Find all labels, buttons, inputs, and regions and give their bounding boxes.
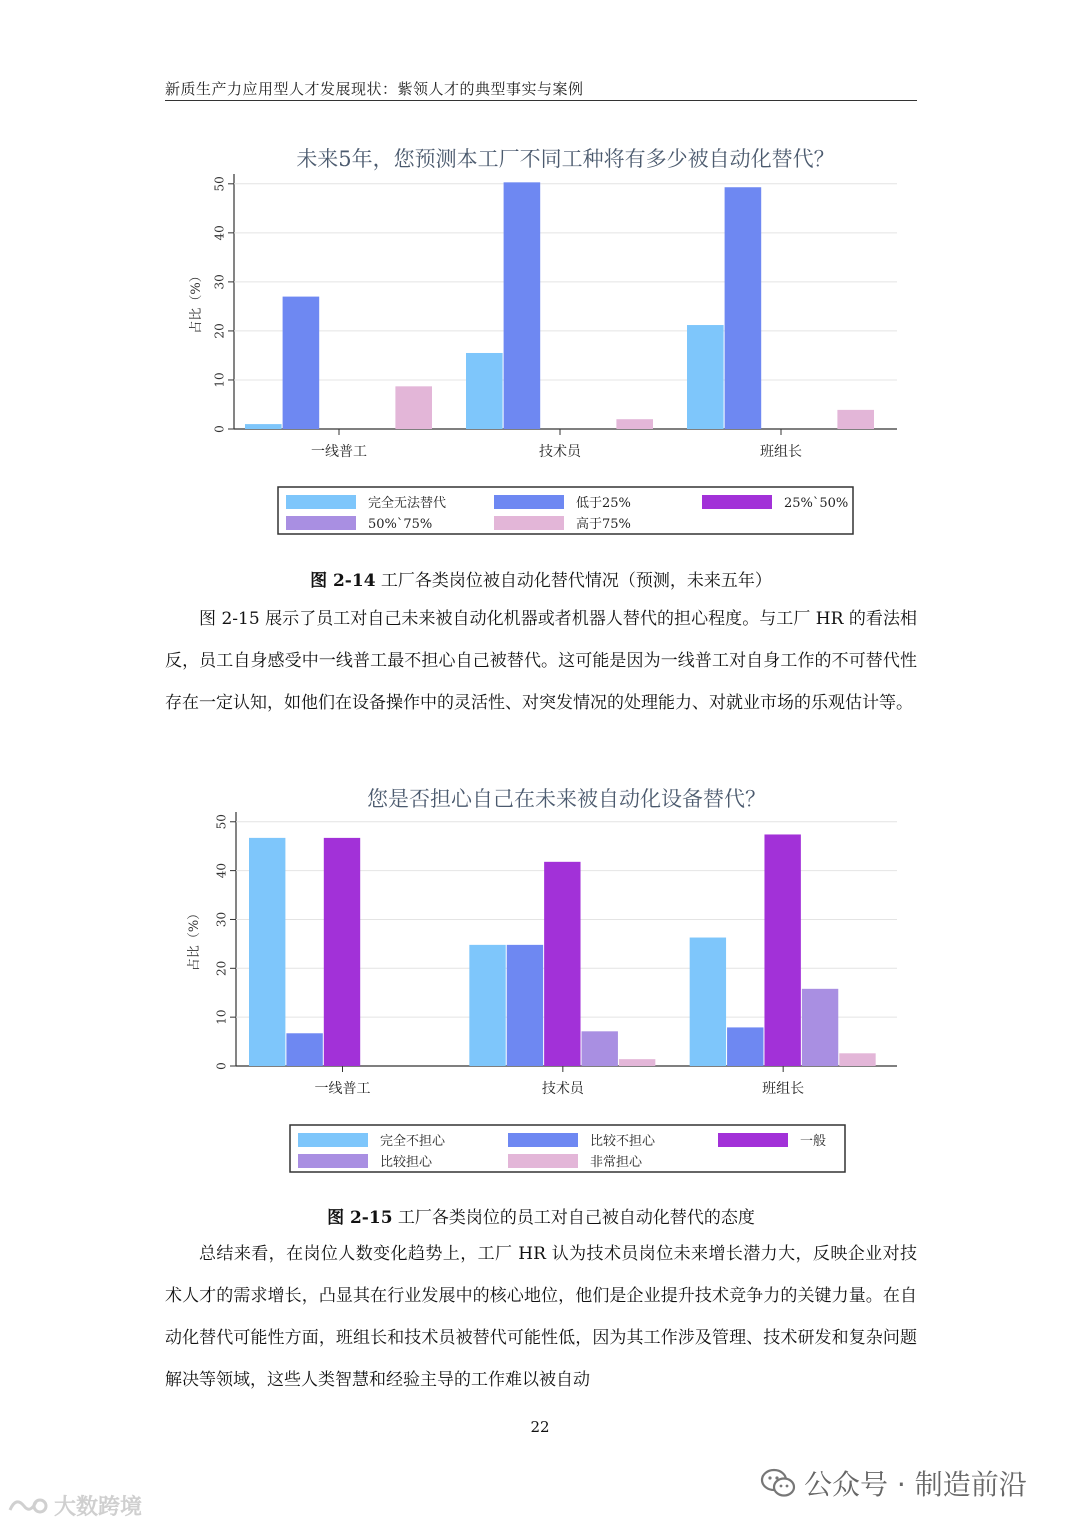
y-tick-label: 10 <box>212 372 227 388</box>
legend-label: 比较不担心 <box>590 1134 656 1149</box>
bar <box>616 419 653 429</box>
y-axis-label: 占比（%） <box>187 906 202 972</box>
bar <box>687 325 724 429</box>
y-tick-label: 50 <box>212 176 227 192</box>
bar <box>837 410 874 429</box>
bar <box>395 386 432 429</box>
paragraph-1 <box>165 598 917 724</box>
watermark-wechat <box>760 1463 1027 1503</box>
y-tick-label: 40 <box>212 225 227 241</box>
bar <box>466 353 503 429</box>
legend-label: 完全不担心 <box>380 1134 446 1149</box>
legend-swatch <box>298 1133 368 1147</box>
legend-swatch <box>718 1133 788 1147</box>
bar <box>286 1033 322 1066</box>
legend-label: 50%`75% <box>368 517 433 532</box>
bar <box>802 989 838 1066</box>
y-tick-label: 40 <box>214 862 229 879</box>
legend-swatch <box>286 495 356 509</box>
y-tick-label: 30 <box>212 274 227 290</box>
wechat-icon <box>760 1468 796 1498</box>
y-tick-label: 20 <box>214 960 229 976</box>
legend-label: 一般 <box>800 1134 827 1149</box>
x-tick-label: 班组长 <box>762 1081 805 1097</box>
caption-text: 工厂各类岗位的员工对自己被自动化替代的态度 <box>392 1208 755 1228</box>
x-tick-label: 班组长 <box>760 444 802 460</box>
bar <box>544 862 580 1066</box>
chart-title: 未来5年，您预测本工厂不同工种将有多少被自动化替代？ <box>296 147 835 171</box>
y-tick-label: 0 <box>212 425 227 433</box>
y-tick-label: 0 <box>214 1062 229 1070</box>
y-tick-label: 30 <box>214 911 229 928</box>
x-tick-label: 一线普工 <box>314 1081 371 1097</box>
bar <box>324 838 360 1066</box>
legend-swatch <box>508 1133 578 1147</box>
bar <box>249 838 285 1066</box>
legend-label: 25%`50% <box>784 496 849 511</box>
legend-swatch <box>298 1154 368 1168</box>
x-tick-label: 技术员 <box>541 1081 584 1097</box>
brand-logo-icon <box>6 1494 50 1518</box>
chart-title: 您是否担心自己在未来被自动化设备替代？ <box>367 787 766 811</box>
bar <box>619 1059 655 1066</box>
caption-number: 图 2-15 <box>327 1208 393 1228</box>
caption-text: 工厂各类岗位被自动化替代情况（预测，未来五年） <box>375 571 772 591</box>
paragraph-text: 图 2-15 展示了员工对自己未来被自动化机器或者机器人替代的担心程度。与工厂 HR 的看法相反，员工自身感受中一线普工最不担心自己被替代。这可能是因为一线普工对自身工作的不可替代性存在一定认知，如他们在设备操作中的灵活性、对突发情况的处理能力、对就业市场的乐观估计等。 <box>165 609 917 713</box>
bar <box>764 834 800 1066</box>
running-header: 新质生产力应用型人才发展现状：紫领人才的典型事实与案例 <box>165 80 584 98</box>
bar <box>507 945 543 1066</box>
chart-automation-forecast <box>0 130 1080 550</box>
legend-swatch <box>286 516 356 530</box>
x-tick-label: 技术员 <box>539 444 581 460</box>
legend-label: 非常担心 <box>590 1155 643 1170</box>
watermark-brand <box>6 1490 142 1521</box>
bar <box>469 945 505 1066</box>
bar <box>727 1027 763 1066</box>
bar <box>245 424 282 429</box>
bar <box>504 182 541 429</box>
chart-worker-concern <box>0 770 1080 1180</box>
bar <box>725 187 762 429</box>
watermark-right-text: 公众号 · 制造前沿 <box>804 1468 1027 1501</box>
paragraph-text: 总结来看，在岗位人数变化趋势上，工厂 HR 认为技术员岗位未来增长潜力大，反映企业对技术人才的需求增长，凸显其在行业发展中的核心地位，他们是企业提升技术竞争力的关键力量。在自动化替代可能性方面，班组长和技术员被替代可能性低，因为其工作涉及管理、技术研发和复杂问题解决等领域，这些人类智慧和经验主导的工作难以被自动 <box>165 1244 917 1390</box>
y-axis-label: 占比（%） <box>189 269 204 334</box>
legend-label: 完全无法替代 <box>368 496 447 511</box>
y-tick-label: 50 <box>214 814 229 830</box>
x-tick-label: 一线普工 <box>311 444 367 460</box>
legend-swatch <box>702 495 772 509</box>
y-tick-label: 10 <box>214 1009 229 1025</box>
legend-box <box>278 487 853 534</box>
bar <box>690 938 726 1066</box>
page-number: 22 <box>530 1418 550 1436</box>
figure-caption-2-14 <box>165 566 917 591</box>
watermark-left-text: 大数跨境 <box>54 1495 143 1520</box>
bar <box>839 1053 875 1066</box>
caption-number: 图 2-14 <box>310 571 376 591</box>
legend-label: 低于25% <box>576 496 631 511</box>
legend-swatch <box>494 495 564 509</box>
legend-label: 高于75% <box>576 517 631 532</box>
figure-caption-2-15 <box>165 1203 917 1228</box>
paragraph-2 <box>165 1233 917 1401</box>
legend-swatch <box>494 516 564 530</box>
y-tick-label: 20 <box>212 323 227 339</box>
bar <box>283 297 320 429</box>
header-rule <box>165 100 917 101</box>
legend-label: 比较担心 <box>380 1155 433 1170</box>
legend-swatch <box>508 1154 578 1168</box>
bar <box>582 1031 618 1066</box>
